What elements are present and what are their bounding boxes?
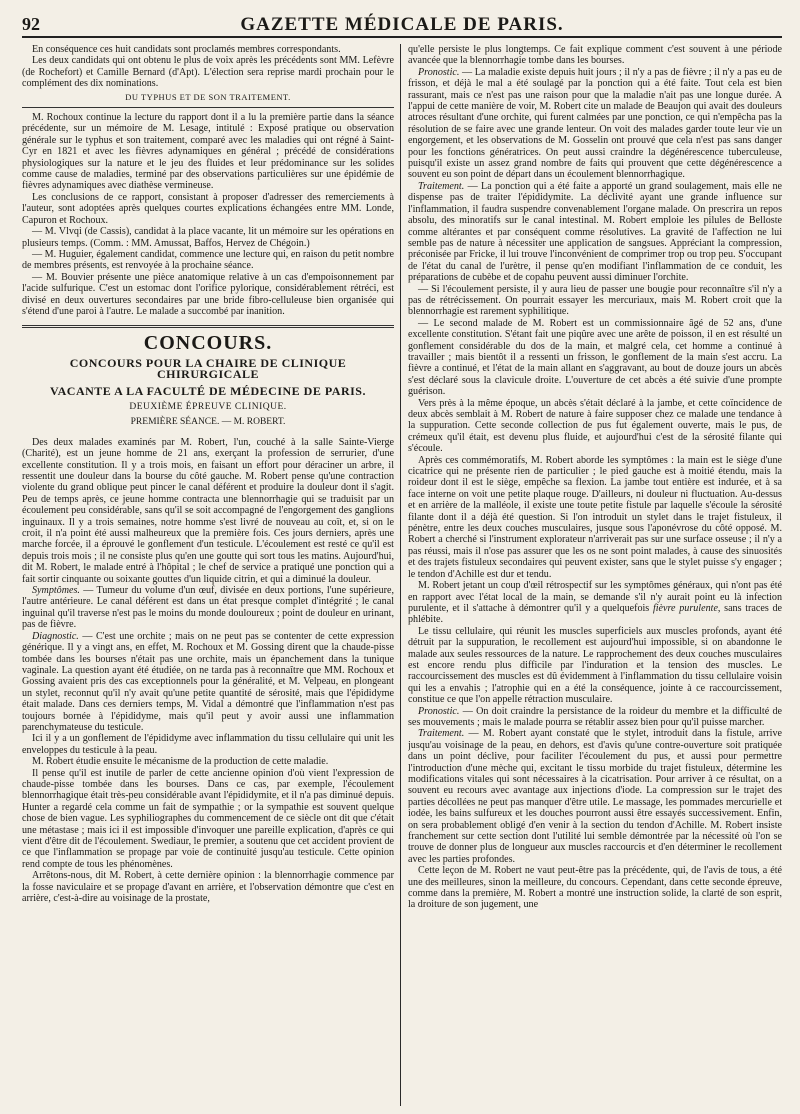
article-title-line1: CONCOURS POUR LA CHAIRE DE CLINIQUE CHIRURGICALE	[69, 355, 347, 382]
article-subtitle: DEUXIÈME ÉPREUVE CLINIQUE.	[129, 401, 287, 412]
paragraph: En conséquence ces huit candidats sont proclamés membres correspondants.	[32, 44, 341, 55]
paragraph: — M. Huguier, également candidat, commence une lecture qui, en raison du petit nombre de membres présents, est renvoyée à la prochaine séance.	[22, 248, 394, 272]
page-number: 92	[22, 14, 40, 34]
paragraph: Symptômes. — Tumeur du volume d'un œuf, divisée en deux portions, l'une supérieure, l'autre antérieure. Le canal déférent est dans un état presque complet d'intégrité ; le canal inguinal qu'il traverse n'est pas le moins du monde douloureux ; point de douleur en urinant, pas de fièvre.	[22, 585, 394, 631]
paragraph: Traitement. — La ponction qui a été faite a apporté un grand soulagement, mais elle ne dispense pas de traiter l'épididymite. La déclivité ayant une grande influence sur l'inflammation, il faudra suspendre convenablement l'organe malade. On prescrira un repos absolu, des minoratifs sur le canal intestinal. M. Robert emploie les pilules de Belloste comme altérantes et par conséquent comme résolutives. La gravité de l'affection ne lui semble pas de nature à nécessiter une application de sangsues. Appréciant la compression, préconisée par Fricke, il lui trouve l'inconvénient de comprimer trop ou trop peu. S'occupant de l'état du canal de l'urètre, il pense qu'en modifiant l'inflammation de ce conduit, les préparations de cubèbe et de copahu peuvent aussi diminuer l'orchite.	[408, 180, 782, 284]
column-divider	[400, 44, 401, 1106]
paragraph: Arrêtons-nous, dit M. Robert, à cette dernière opinion : la blennorrhagie commence par la fosse naviculaire et se propage d'avant en arrière, et l'observation démontre que c'est en arrière, c'est-à-dire au voisinage de la prostate,	[22, 870, 394, 905]
left-column	[22, 44, 394, 1106]
paragraph: Diagnostic. — C'est une orchite ; mais on ne peut pas se contenter de cette expression générique. Il y a vingt ans, en effet, M. Rochoux et M. Gossing dirent que la chaude-pisse tombée dans les bourses n'était pas une orchite, mais un épanchement dans la tunique vaginale. La question ayant été étudiée, on ne tarda pas à reconnaître que MM. Rochoux et Gossing avaient pris des cas exceptionnels pour la généralité, et M. Velpeau, en plongeant un stylet, reconnut qu'il n'y avait qu'une petite quantité de sérosité, mais que l'épididyme était malade. Dans ces derniers temps, M. Vidal a démontré que l'inflammation n'est pas toujours bornée à l'épididyme, mais qu'il peut y avoir aussi une inflammation parenchymateuse du testicule.	[22, 630, 394, 733]
section-title: CONCOURS.	[143, 332, 273, 355]
paragraph: M. Robert étudie ensuite le mécanisme de la production de cette maladie.	[32, 756, 329, 768]
paragraph: — Le second malade de M. Robert est un commissionnaire âgé de 52 ans, d'une excellente constitution. S'étant fait une piqûre avec une arête de poisson, il en est résulté un gonflement considérable du dos de la main, et malgré cela, cet homme a continué à travailler ; mais bientôt il a ressenti un frisson, le gonflement de la main s'est accru. La fièvre a continué, et l'état de la main allant en s'aggravant, au bout de douze jours un abcès s'est déclaré sous la clavicule droite. L'ouverture de cet abcès a été suivie d'une prompte guérison.	[408, 317, 782, 398]
journal-title: GAZETTE MÉDICALE DE PARIS.	[240, 14, 564, 35]
paragraph: qu'elle persiste le plus longtemps. Ce fait explique comment c'est souvent à une période avancée que la blennorrhagie tombe dans les bourses.	[408, 44, 782, 67]
right-column	[408, 44, 782, 1106]
paragraph: — M. Vlvqi (de Cassis), candidat à la place vacante, lit un mémoire sur les opérations en plusieurs temps. (Comm. : MM. Amussat, Baffos, Hervez de Chégoin.)	[22, 226, 394, 249]
paragraph: Cette leçon de M. Robert ne vaut peut-être pas la précédente, qui, de l'avis de tous, a été une des meilleures, sinon la meilleure, du concours. Cependant, dans cette seconde épreuve, comme dans la première, M. Robert a montré une instruction solide, la clarté de son esprit, la droiture de son jugement, une	[408, 865, 782, 911]
paragraph: M. Rochoux continue la lecture du rapport dont il a lu la première partie dans la séance précédente, sur un mémoire de M. Lesage, intitulé : Exposé pratique ou observation générale sur le typhus et son traitement, comparé avec les maladies qui ont régné à Saint-Cyr en 1821 et avec les fièvres adynamiques en général ; précédé de considérations physiologiques sur la nature et le jeu des fluides et leur prédominance sur les solides comme cause de maladies, terminé par des observations particulières sur une épidémie de fièvres adynamiques avec diathèse vermineuse.	[22, 112, 394, 192]
paragraph: Des deux malades examinés par M. Robert, l'un, couché à la salle Sainte-Vierge (Charité), est un jeune homme de 21 ans, exerçant la profession de serrurier, d'une excellente constitution. Il y a trois mois, en faisant un effort pour déraciner un arbre, il ressentit une douleur dans la bourse du côté gauche. M. Robert pense qu'une contraction violente du grand oblique peut pincer le canal déférent et produire la douleur dont il s'agit. Peu de temps après, ce jeune homme contracta une blennorrhagie qui se traduisit par un écoulement peu considérable, sans qu'il se soit accompagné de l'engorgement des ganglions inguinaux. Il y a trois semaines, notre homme s'est livré de nouveau au coït, et, si on le croit, il n'a point été aussi malheureux que la première fois. Ces jours derniers, après une marche forcée, il a éprouvé le gonflement d'un testicule. L'écoulement est resté ce qu'il est depuis trois mois ; il ne consiste plus qu'en une goutte qui sort tous les matins. Aujourd'hui, dit M. Robert, le malade entré à l'hôpital ; le chef de service a pratiqué une ponction qui a fait sortir cinquante ou soixante gouttes d'un liquide citrin, et qui a diminué la douleur.	[22, 436, 394, 585]
session-heading: PREMIÈRE SÉANCE. — M. ROBERT.	[130, 417, 286, 428]
divider	[22, 325, 394, 328]
page-header	[22, 14, 782, 38]
paragraph: Les conclusions de ce rapport, consistant à proposer d'adresser des remerciements à l'auteur, sont adoptées après quelques courtes explications échangées entre MM. Londe, Capuron et Rochoux.	[22, 191, 394, 226]
paragraph: Après ces commémoratifs, M. Robert aborde les symptômes : la main est le siège d'une cicatrice qui ne présente rien de particulier ; le pied gauche est à moitié étendu, mais la roideur dont il est le siège, empêche sa flexion. La jambe tout entière est indurée, et à sa face interne on voit une petite plaque rouge. D'ailleurs, ni douleur ni fluctuation. Au-dessus et en arrière de la malléole, il existe une toute petite fistule par laquelle s'écoule la sérosité filante dont il a déjà été question. Si l'on introduit un stylet dans le trajet fistuleux, il pénètre, entre les deux couches musculaires, jusque sous l'aponévrose du côté opposé. M. Robert a cherché si l'instrument explorateur n'arriverait pas sur une surface osseuse ; il n'y a pas réussi, mais il n'ose pas assurer que les os ne sont point malades, à cause des sinuosités et des trajets fistuleux secondaires qui peuvent exister, sans que le stylet puisse s'y engager ; le tendon d'Achille est dur et tendu.	[408, 454, 782, 580]
paragraph: — M. Bouvier présente une pièce anatomique relative à un cas d'empoisonnement par l'acide sulfurique. C'est un estomac dont l'orifice pylorique, considérablement rétréci, est divisé en deux ouvertures secondaires par une bride fibro-celluleuse bien organisée qui s'étend d'une paroi à l'autre. Le malade a succombé par inanition.	[22, 271, 394, 317]
paragraph: Le tissu cellulaire, qui réunit les muscles superficiels aux muscles profonds, ayant été détruit par la suppuration, le recollement est aujourd'hui impossible, si on abandonne le malade aux seules ressources de la nature. Le rapprochement des deux couches musculaires est encore rendu plus difficile par l'induration et la tension des muscles. Le raccourcissement des muscles est dû évidemment à l'inflammation du tissu cellulaire voisin qui les a envahis ; l'atrophie qui en a été la conséquence, jointe à ce raccourcissement, constitue ce que l'on appelle rétraction musculaire.	[408, 625, 782, 706]
paragraph: M. Robert jetant un coup d'œil rétrospectif sur les symptômes généraux, qui n'ont pas été en rapport avec l'état local de la main, se demande s'il n'y aurait point eu là infection purulente, et il s'attache à démontrer qu'il y a quelquefois fièvre purulente, sans traces de phlébite.	[408, 580, 782, 626]
paragraph: Vers près à la même époque, un abcès s'était déclaré à la jambe, et cette coïncidence de deux abcès semblait à M. Robert de nature à faire supposer chez ce malade une tendance à la suppuration. Cette seconde collection de pus fut également ouverte, mais le pus, de crémeux qu'il était, est devenu plus fluide, et aujourd'hui c'est de la sérosité filante qui s'écoule.	[408, 397, 782, 455]
paragraph: — Si l'écoulement persiste, il y aura lieu de passer une bougie pour reconnaître s'il n'y a pas de rétrécissement. On pourrait essayer les mercuriaux, mais M. Robert croit que la blennorrhagie est rarement syphilitique.	[408, 283, 782, 318]
paragraph: Traitement. — M. Robert ayant constaté que le stylet, introduit dans la fistule, arrive jusqu'au voisinage de la peau, en dehors, est d'avis qu'une contre-ouverture soit pratiquée dans un point déclive, pour faciliter l'écoulement du pus, et aussi pour permettre l'introduction d'une mèche qui, excitant le tissu morbide du trajet fistuleux, détermine les modifications vitales qui sont nécessaires à la cicatrisation. Pour arriver à ce résultat, on a souvent eu recours avec avantage aux injections d'iode. La compression sur le trajet des parties décollées ne peut pas manquer d'être utile. Le massage, les pommades mercurielle et iodée, les bains sulfureux et les douches pourront aussi être essayés successivement. Enfin, on sera probablement obligé d'en venir à la section du tendon d'Achille. M. Robert insiste franchement sur cette section dont l'utilité lui semble démontrée par la nécessité où l'on se trouve de donner plus de longueur aux muscles raccourcis et d'en déterminer le recollement avec les parties profondes.	[408, 728, 782, 865]
paragraph: Ici il y a un gonflement de l'épididyme avec inflammation du tissu cellulaire qui unit les enveloppes du testicule à la peau.	[22, 733, 394, 756]
divider	[22, 107, 394, 108]
article-title-line2: VACANTE A LA FACULTÉ DE MÉDECINE DE PARIS.	[50, 383, 366, 398]
paragraph: Les deux candidats qui ont obtenu le plus de voix après les précédents sont MM. Lefèvre (de Rochefort) et Camille Bernard (d'Apt). L'élection sera reprise mardi prochain pour le complément des dix nominations.	[22, 55, 394, 90]
paragraph: Pronostic. — On doit craindre la persistance de la roideur du membre et la difficulté de ses mouvements ; mais le malade pourra se rétablir assez bien pour qu'il puisse marcher.	[408, 705, 782, 728]
paragraph: Pronostic. — La maladie existe depuis huit jours ; il n'y a pas de fièvre ; il n'y a pas eu de frisson, et déjà le mal a été soulagé par la ponction qui a été faite. Tout cela est bien rassurant, mais ce n'est pas une raison pour que la maladie n'ait pas une longue durée. A l'appui de cette manière de voir, M. Robert cite un malade de Beaujon qui avait des douleurs atroces résultant d'une orchite, qui furent calmées par une ponction, ce qui n'empêcha pas la résolution de se faire avec une grande lenteur. On voit des malades garder toute leur vie un engorgement, et les observations de M. Gosselin ont prouvé que cela n'est pas sans danger pour les fonctions génératrices. On peut aussi craindre la dégénérescence tuberculeuse, puisqu'il existe un assez grand nombre de faits qui prouvent que cette dégénérescence a souvent eu son point de départ dans un écoulement blennorrhagique.	[408, 66, 782, 181]
paragraph: Il pense qu'il est inutile de parler de cette ancienne opinion d'où vient l'expression de chaude-pisse tombée dans les bourses. Dans ce cas, par exemple, l'écoulement blennorrhagique était très-peu considérable avant l'épididymite, et il n'a pas diminué depuis. Hunter a regardé cela comme un fait de sympathie ; or la sympathie est souvent quelque chose de bien vague. Les syphiliographes du commencement de ce siècle ont dit que c'était une métastase ; mais ici il est impossible d'invoquer une pareille explication, d'après ce qui vient d'être dit de l'écoulement. Swediaur, le premier, a soutenu que cet accident provient de ce que l'inflammation se propage par voie de continuité jusqu'au testicule. Cette opinion rend compte de tous les phénomènes.	[22, 767, 394, 870]
section-subheading: DU TYPHUS ET DE SON TRAITEMENT.	[125, 91, 291, 102]
